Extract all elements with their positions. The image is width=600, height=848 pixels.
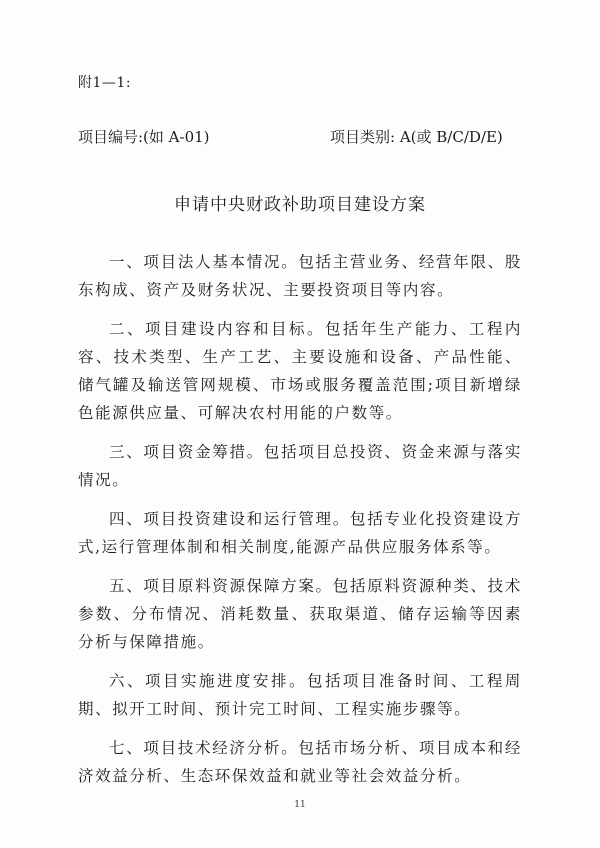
document-body: [78, 248, 522, 801]
document-title: 申请中央财政补助项目建设方案: [174, 195, 426, 215]
paragraph-operation-management: 四、项目投资建设和运行管理。包括专业化投资建设方式,运行管理体制和相关制度,能源产品供应服务体系等。: [78, 510, 522, 556]
project-category: 项目类别: A(或 B/C/D/E): [330, 128, 503, 146]
paragraph-legal-entity: 一、项目法人基本情况。包括主营业务、经营年限、股东构成、资产及财务状况、主要投资项目等内容。: [78, 253, 522, 299]
paragraph-schedule: 六、项目实施进度安排。包括项目准备时间、工程周期、拟开工时间、预计完工时间、工程实施步骤等。: [78, 672, 522, 718]
paragraph-economic-analysis: 七、项目技术经济分析。包括市场分析、项目成本和经济效益分析、生态环保效益和就业等社会效益分析。: [78, 739, 522, 785]
paragraph-funding: 三、项目资金筹措。包括项目总投资、资金来源与落实情况。: [78, 443, 522, 489]
page-number: 11: [294, 800, 306, 810]
project-number: 项目编号:(如 A-01): [78, 128, 210, 146]
paragraph-raw-materials: 五、项目原料资源保障方案。包括原料资源种类、技术参数、分布情况、消耗数量、获取渠道、储存运输等因素分析与保障措施。: [78, 577, 522, 651]
paragraph-construction-content: 二、项目建设内容和目标。包括年生产能力、工程内容、技术类型、生产工艺、主要设施和设备、产品性能、储气罐及输送管网规模、市场或服务覆盖范围;项目新增绿色能源供应量、可解决农村用能的户数等。: [78, 320, 522, 422]
attachment-label: 附1—1:: [78, 75, 132, 91]
